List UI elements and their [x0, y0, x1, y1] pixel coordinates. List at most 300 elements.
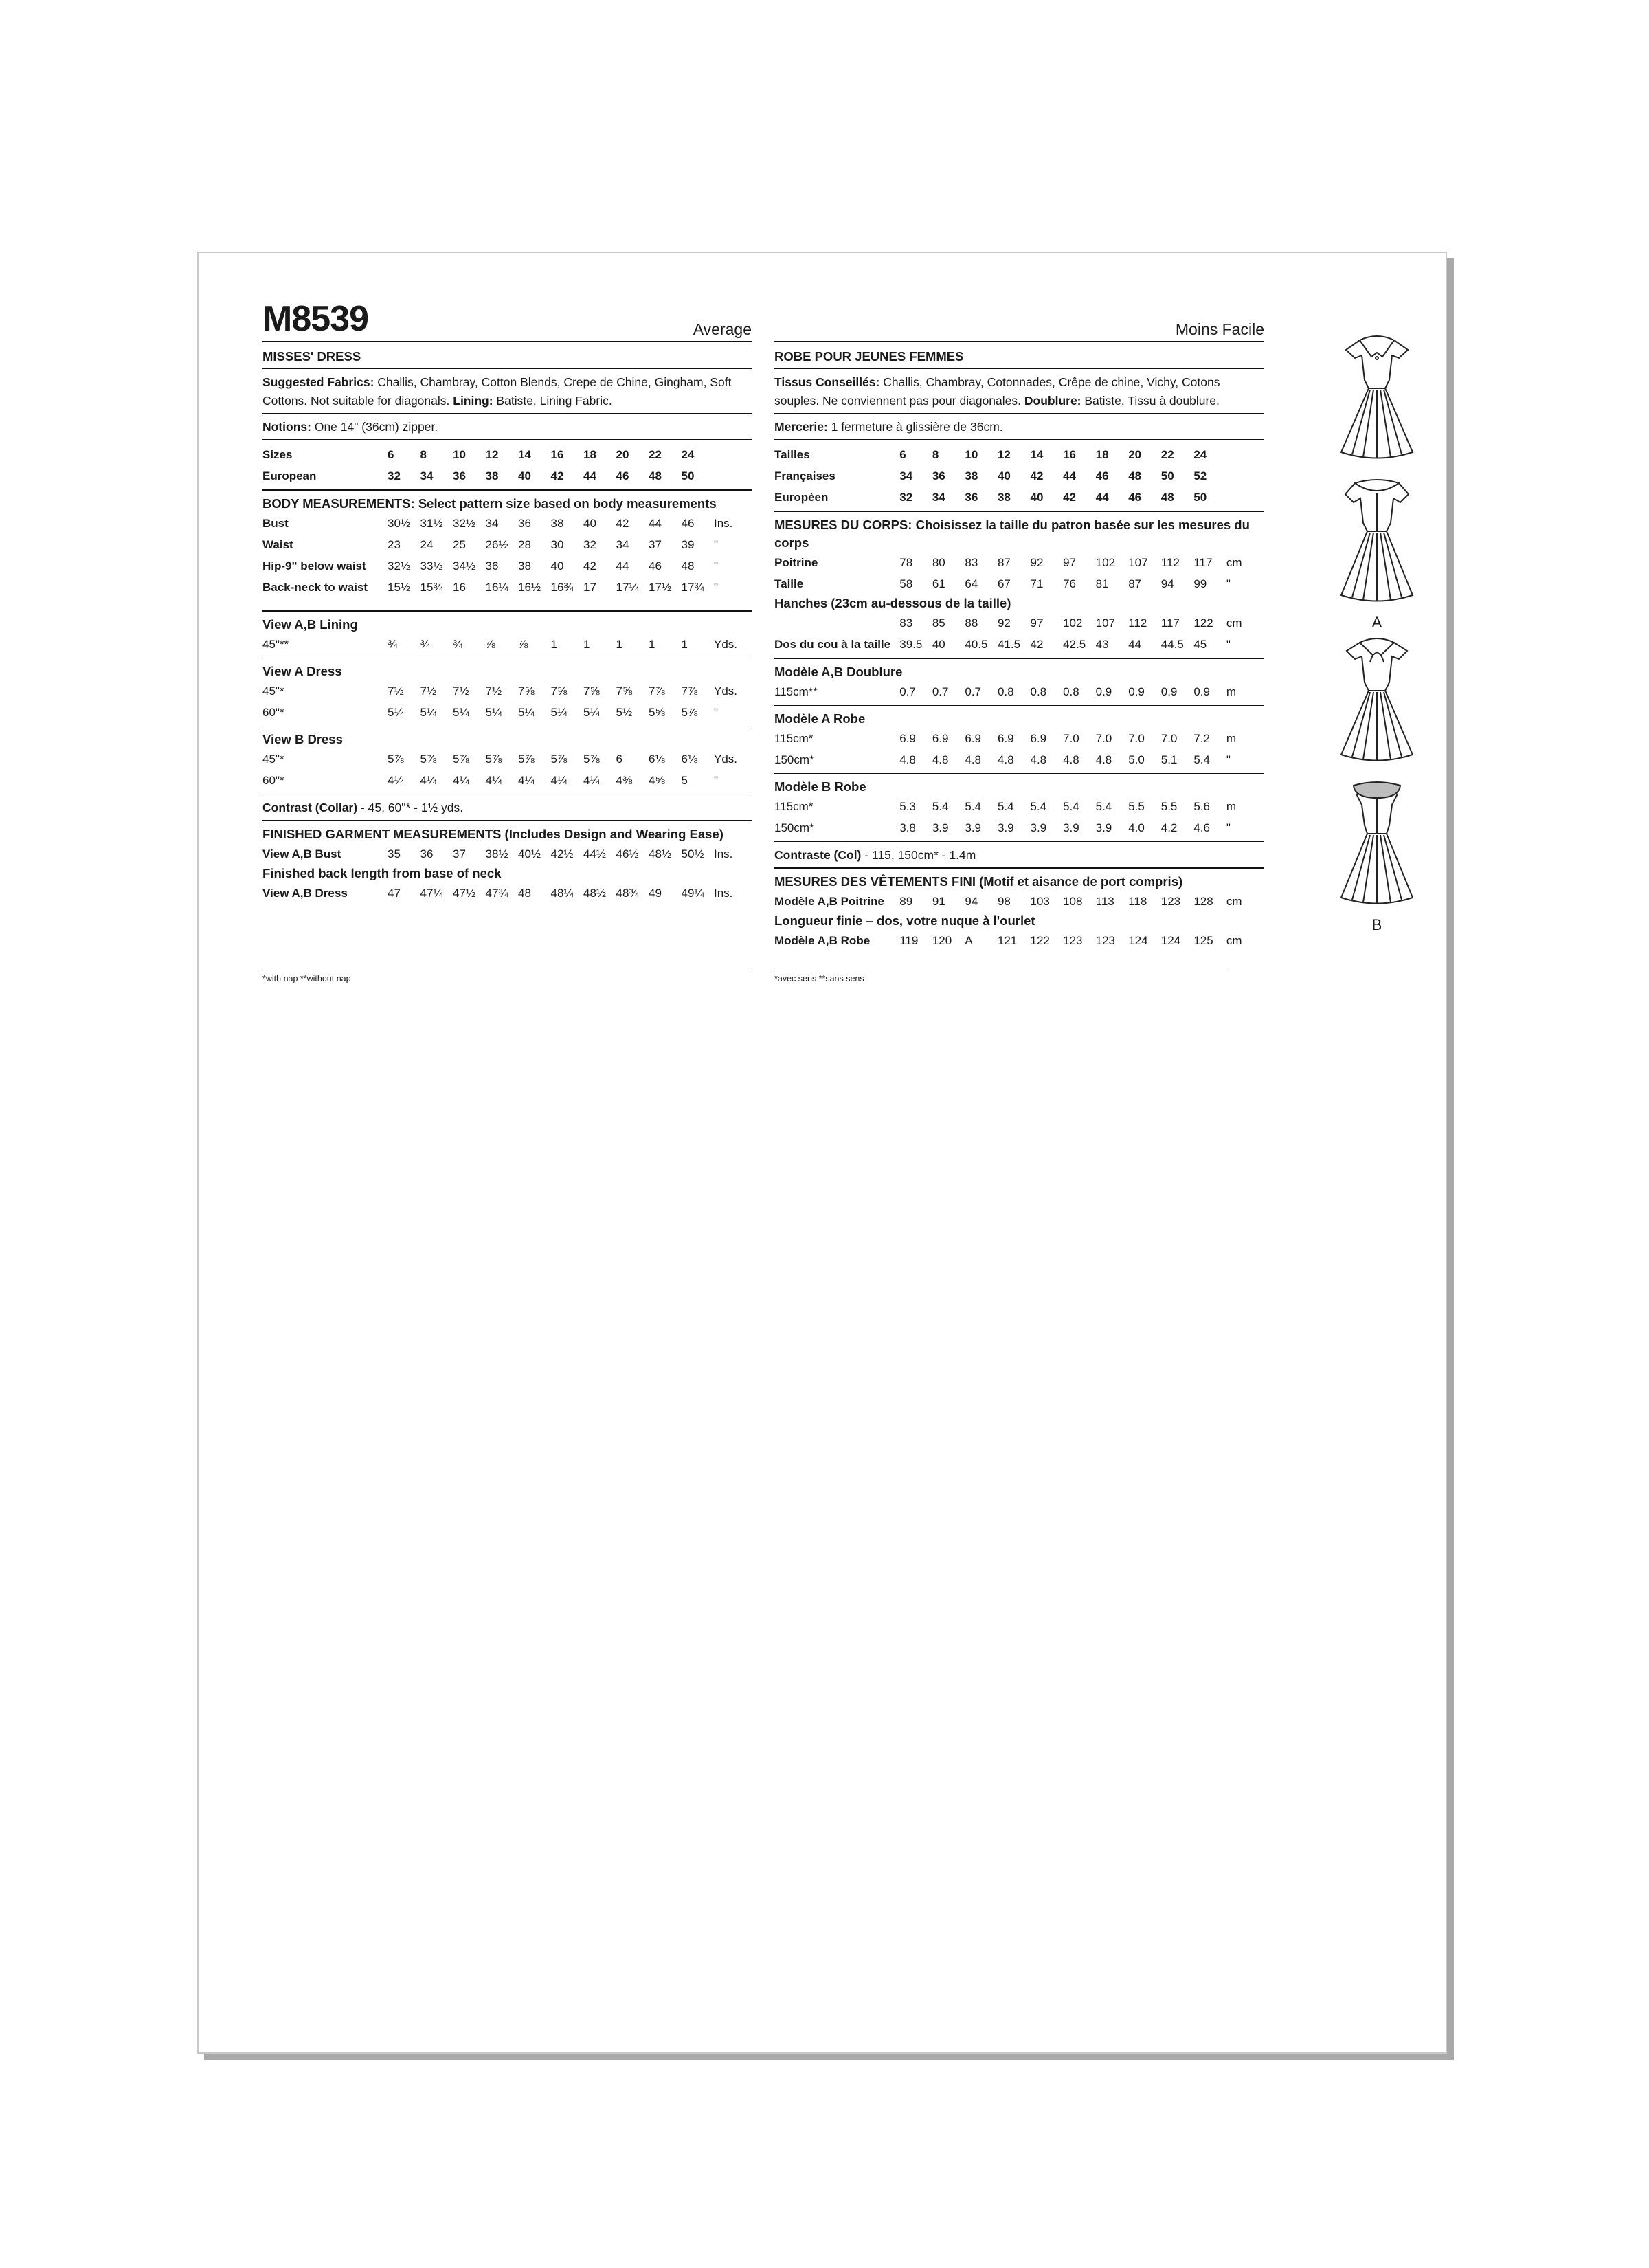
table-cell: 6 [899, 448, 906, 461]
unit-cell: m [1226, 732, 1237, 745]
table-cell: 0.9 [1193, 685, 1210, 698]
table-cell: 5¼ [388, 706, 404, 719]
notions-value: One 14" (36cm) zipper. [311, 420, 438, 434]
view-b-table [262, 748, 752, 791]
table-cell: 122 [1193, 616, 1213, 630]
table-cell: 42 [583, 559, 596, 572]
view-a-table [262, 680, 752, 723]
table-cell: 71 [1030, 577, 1044, 590]
table-cell: 97 [1063, 556, 1076, 569]
table-cell: 38 [550, 517, 564, 530]
table-cell: 8 [420, 448, 427, 461]
table-cell: 41.5 [997, 638, 1021, 651]
view-b-label: B [1371, 916, 1382, 933]
table-cell: 89 [899, 895, 913, 908]
unit-cell: Ins. [714, 887, 733, 900]
table-cell: 112 [1160, 556, 1180, 569]
table-row [262, 555, 752, 577]
table-cell: 5⅞ [550, 753, 568, 766]
table-cell: 0.7 [932, 685, 949, 698]
divider [774, 867, 1264, 869]
finished-bust-table [262, 843, 752, 865]
table-cell: 4⅝ [649, 774, 665, 787]
unit-cell [714, 465, 752, 487]
table-cell: 6⅛ [649, 753, 665, 766]
table-cell: 46 [681, 517, 695, 530]
table-cell: 28 [518, 538, 531, 551]
view-a-title: View A Dress [262, 664, 342, 678]
table-row [262, 702, 752, 723]
row-label: European [262, 469, 317, 482]
table-cell: 15¾ [420, 581, 443, 594]
table-row [774, 487, 1264, 508]
table-cell: 87 [997, 556, 1011, 569]
unit-cell: Yds. [714, 638, 738, 651]
fabrics-value: Challis, Chambray, Cotton Blends, Crepe de Chine, Gingham, Soft Cottons. Not suitable for diagonals. [262, 375, 732, 408]
table-cell: 20 [616, 448, 629, 461]
table-cell: 5¼ [420, 706, 437, 719]
contrast-text [262, 799, 752, 817]
table-cell: 123 [1095, 934, 1115, 947]
table-cell: 64 [965, 577, 978, 590]
table-cell: 34 [899, 469, 913, 482]
table-cell: 16 [550, 448, 564, 461]
table-cell: 5 [681, 774, 688, 787]
lining-title-fr: Modèle A,B Doublure [774, 665, 903, 679]
table-cell: 40 [550, 559, 564, 572]
table-cell: 4¼ [453, 774, 469, 787]
table-cell: 44½ [583, 847, 607, 860]
table-cell: 24 [420, 538, 434, 551]
table-cell: 17½ [649, 581, 672, 594]
table-cell: 47½ [453, 887, 476, 900]
garment-title: MISSES' DRESS [262, 349, 361, 364]
lining-value-fr: Batiste, Tissu à doublure. [1081, 394, 1220, 408]
table-cell: 3.9 [1030, 821, 1047, 834]
table-cell: 7⅞ [649, 685, 665, 698]
table-cell: 14 [518, 448, 531, 461]
table-cell: 4.0 [1128, 821, 1145, 834]
table-cell: 34 [420, 469, 434, 482]
table-cell: 5.3 [899, 800, 916, 813]
table-cell: 36 [932, 469, 945, 482]
row-label: 45"* [262, 753, 284, 766]
table-cell: 1 [681, 638, 688, 651]
table-cell: 5⅞ [420, 753, 437, 766]
lining-label-fr: Doublure: [1024, 394, 1081, 408]
table-cell: 4¼ [583, 774, 600, 787]
table-cell: 5.5 [1128, 800, 1145, 813]
unit-cell: cm [1226, 616, 1242, 630]
table-cell: 5½ [616, 706, 633, 719]
unit-cell [1226, 444, 1264, 465]
table-cell: 40 [1030, 491, 1044, 504]
table-cell: 3.8 [899, 821, 916, 834]
table-cell: 97 [1030, 616, 1044, 630]
table-cell: 16½ [518, 581, 541, 594]
table-cell: 32 [899, 491, 913, 504]
table-cell: 3.9 [1063, 821, 1079, 834]
table-cell: 0.8 [1030, 685, 1047, 698]
table-cell: 5.4 [1030, 800, 1047, 813]
spacer [262, 598, 752, 608]
unit-cell: Yds. [714, 685, 738, 698]
table-cell: 5.0 [1128, 753, 1145, 766]
table-cell: 16¾ [550, 581, 574, 594]
dress-view-b-front-illustration [1336, 634, 1418, 772]
table-cell: 76 [1063, 577, 1076, 590]
unit-cell [714, 444, 752, 465]
row-label: Poitrine [774, 556, 818, 569]
divider [262, 413, 752, 414]
table-cell: 107 [1095, 616, 1115, 630]
table-cell: 0.9 [1160, 685, 1178, 698]
table-row [774, 796, 1264, 817]
unit-cell: " [1226, 821, 1231, 834]
table-cell: 44 [583, 469, 596, 482]
row-label: Back-neck to waist [262, 581, 368, 594]
table-cell: 40½ [518, 847, 541, 860]
table-cell: 118 [1128, 895, 1147, 908]
table-cell: 91 [932, 895, 945, 908]
table-cell: 4.8 [899, 753, 916, 766]
table-cell: 5⅞ [518, 753, 535, 766]
back-length-title: Finished back length from base of neck [262, 866, 502, 880]
table-cell: 3.9 [965, 821, 982, 834]
table-cell: 113 [1095, 895, 1114, 908]
french-header [774, 253, 1264, 342]
table-cell: 43 [1095, 638, 1109, 651]
contrast-label-fr: Contraste (Col) [774, 848, 862, 862]
table-cell: 42 [1030, 469, 1044, 482]
table-cell: 44 [1063, 469, 1076, 482]
row-label: 60"* [262, 706, 284, 719]
table-cell: 42.5 [1063, 638, 1086, 651]
table-cell: 99 [1193, 577, 1207, 590]
unit-cell: Yds. [714, 753, 738, 766]
table-cell: 7⅝ [616, 685, 633, 698]
back-length-title-fr: Longueur finie – dos, votre nuque à l'ourlet [774, 913, 1035, 928]
table-cell: ¾ [453, 638, 463, 651]
table-row [262, 465, 752, 487]
table-cell: 46 [1095, 469, 1109, 482]
table-cell: 40 [932, 638, 945, 651]
row-label: 115cm* [774, 732, 814, 745]
table-cell: 108 [1063, 895, 1083, 908]
table-cell: 46 [1128, 491, 1142, 504]
table-cell: 117 [1193, 556, 1213, 569]
table-cell: 61 [932, 577, 945, 590]
table-row [774, 444, 1264, 465]
table-cell: 44.5 [1160, 638, 1184, 651]
table-cell: 102 [1095, 556, 1115, 569]
table-cell: 7⅝ [550, 685, 568, 698]
table-cell: 7⅞ [681, 685, 698, 698]
table-cell: 122 [1030, 934, 1050, 947]
footnote: *with nap **without nap [262, 968, 752, 983]
table-cell: 10 [453, 448, 466, 461]
table-cell: 94 [965, 895, 978, 908]
table-cell: 38 [518, 559, 531, 572]
english-body [262, 348, 752, 904]
unit-cell: " [714, 559, 719, 572]
fabrics-text [262, 373, 752, 410]
table-cell: 30 [550, 538, 564, 551]
divider [262, 610, 752, 612]
table-row [262, 680, 752, 702]
table-row [774, 634, 1264, 655]
row-label: View A,B Bust [262, 847, 341, 860]
unit-cell: " [1226, 577, 1231, 590]
table-cell: 102 [1063, 616, 1083, 630]
table-cell: 1 [583, 638, 590, 651]
unit-cell [1226, 465, 1264, 487]
divider [262, 489, 752, 491]
divider [262, 820, 752, 821]
table-cell: 39 [681, 538, 695, 551]
table-cell: 12 [485, 448, 499, 461]
table-cell: 17¼ [616, 581, 639, 594]
table-cell: 48 [1160, 491, 1174, 504]
table-cell: 24 [681, 448, 695, 461]
row-label: 115cm** [774, 685, 818, 698]
table-cell: 4.8 [997, 753, 1014, 766]
table-cell: 98 [997, 895, 1011, 908]
divider [774, 841, 1264, 842]
table-cell: 120 [932, 934, 952, 947]
table-cell: 5⅝ [649, 706, 665, 719]
table-cell: 24 [1193, 448, 1207, 461]
table-cell: 32½ [453, 517, 476, 530]
table-cell: 88 [965, 616, 978, 630]
table-cell: 124 [1128, 934, 1148, 947]
table-cell: 4¼ [485, 774, 502, 787]
table-cell: 38½ [485, 847, 508, 860]
row-label: Taille [774, 577, 804, 590]
table-cell: 34 [932, 491, 945, 504]
table-cell: 5.4 [1095, 800, 1112, 813]
table-cell: 32 [388, 469, 401, 482]
unit-cell: " [714, 581, 719, 594]
table-cell: 42½ [550, 847, 574, 860]
fabrics-label: Suggested Fabrics: [262, 375, 374, 389]
row-label: 45"* [262, 685, 284, 698]
table-cell: 7½ [420, 685, 437, 698]
unit-cell: m [1226, 800, 1237, 813]
table-cell: 78 [899, 556, 913, 569]
table-cell: 5.1 [1160, 753, 1178, 766]
table-cell: 47 [388, 887, 401, 900]
table-cell: 6.9 [965, 732, 982, 745]
table-cell: 35 [388, 847, 401, 860]
table-cell: 103 [1030, 895, 1050, 908]
table-cell: 4.8 [1030, 753, 1047, 766]
table-cell: 16¼ [485, 581, 508, 594]
notions-label: Notions: [262, 420, 311, 434]
unit-cell: " [1226, 638, 1231, 651]
table-row [774, 749, 1264, 770]
unit-cell: " [714, 538, 719, 551]
table-cell: 4¼ [550, 774, 568, 787]
table-cell: 47¼ [420, 887, 443, 900]
table-cell: 0.9 [1128, 685, 1145, 698]
body-measurements-title-fr: MESURES DU CORPS: Choisissez la taille du patron basée sur les mesures du corps [774, 518, 1250, 550]
table-cell: 45 [1193, 638, 1207, 651]
table-cell: 40 [997, 469, 1011, 482]
table-row [262, 513, 752, 534]
table-cell: 12 [997, 448, 1011, 461]
table-cell: 4.2 [1160, 821, 1178, 834]
table-cell: 34 [485, 517, 499, 530]
hanches-table [774, 612, 1264, 655]
table-cell: 10 [965, 448, 978, 461]
table-cell: 37 [649, 538, 662, 551]
view-a-table-fr [774, 728, 1264, 770]
table-cell: 94 [1160, 577, 1174, 590]
row-label: Europèen [774, 491, 829, 504]
table-cell: 5¼ [550, 706, 568, 719]
table-cell: 22 [1160, 448, 1174, 461]
table-cell: 48 [681, 559, 695, 572]
view-a-title-fr: Modèle A Robe [774, 711, 866, 726]
table-cell: 34 [616, 538, 629, 551]
table-cell: 22 [649, 448, 662, 461]
sizes-table [262, 444, 752, 487]
table-cell: 36 [965, 491, 978, 504]
table-cell: 5.4 [965, 800, 982, 813]
notions-text-fr [774, 418, 1264, 436]
table-row [774, 930, 1264, 951]
table-cell: 117 [1160, 616, 1180, 630]
table-cell: 87 [1128, 577, 1142, 590]
table-cell: 6.9 [997, 732, 1014, 745]
divider [774, 773, 1264, 774]
contrast-value-fr: - 115, 150cm* - 1.4m [861, 848, 976, 862]
table-cell: 8 [932, 448, 939, 461]
table-cell: 49¼ [681, 887, 704, 900]
notions-value-fr: 1 fermeture à glissière de 36cm. [827, 420, 1003, 434]
table-cell: 92 [997, 616, 1011, 630]
unit-cell: " [1226, 753, 1231, 766]
lining-label: Lining: [453, 394, 493, 408]
table-cell: 40.5 [965, 638, 988, 651]
row-label: 150cm* [774, 753, 814, 766]
french-body [774, 348, 1264, 951]
view-illustrations [1308, 332, 1446, 950]
table-cell: 3.9 [1095, 821, 1112, 834]
table-cell: ¾ [420, 638, 430, 651]
unit-cell: Ins. [714, 847, 733, 860]
table-cell: 123 [1160, 895, 1181, 908]
fabrics-label-fr: Tissus Conseillés: [774, 375, 880, 389]
table-cell: 32½ [388, 559, 411, 572]
table-cell: 0.7 [965, 685, 982, 698]
notions-text [262, 418, 752, 436]
table-cell: 38 [965, 469, 978, 482]
lining-table [262, 634, 752, 655]
contrast-value: - 45, 60"* - 1½ yds. [357, 801, 464, 814]
table-cell: 48 [518, 887, 531, 900]
table-cell: 48½ [583, 887, 607, 900]
table-cell: 1 [616, 638, 622, 651]
table-cell: 18 [1095, 448, 1109, 461]
lining-value: Batiste, Lining Fabric. [493, 394, 612, 408]
table-cell: 7.0 [1095, 732, 1112, 745]
fabrics-text-fr [774, 373, 1264, 410]
divider [262, 439, 752, 440]
sizes-table-fr [774, 444, 1264, 508]
row-label [774, 612, 899, 634]
view-b-title-fr: Modèle B Robe [774, 779, 866, 794]
table-cell: 1 [649, 638, 655, 651]
row-label: Modèle A,B Robe [774, 934, 871, 947]
table-cell: 5.5 [1160, 800, 1178, 813]
dress-view-a-back-illustration [1336, 475, 1418, 612]
table-cell: 50½ [681, 847, 704, 860]
table-cell: 46 [649, 559, 662, 572]
english-header [262, 253, 752, 342]
pattern-sheet [197, 252, 1447, 2054]
table-cell: 4.6 [1193, 821, 1210, 834]
table-cell: 50 [1160, 469, 1174, 482]
row-label: Tailles [774, 448, 810, 461]
unit-cell: cm [1226, 556, 1242, 569]
contrast-label: Contrast (Collar) [262, 801, 358, 814]
table-cell: 17¾ [681, 581, 704, 594]
table-cell: 4.8 [932, 753, 949, 766]
divider [774, 511, 1264, 512]
table-cell: 0.8 [997, 685, 1014, 698]
table-cell: 5.6 [1193, 800, 1210, 813]
table-cell: 44 [1128, 638, 1142, 651]
table-cell: 31½ [420, 517, 443, 530]
table-row [262, 577, 752, 598]
table-cell: 48¾ [616, 887, 639, 900]
row-label: Hip-9" below waist [262, 559, 366, 572]
table-cell: 23 [388, 538, 401, 551]
table-cell: 52 [1193, 469, 1207, 482]
table-cell: 83 [899, 616, 913, 630]
table-cell: 5.4 [1063, 800, 1079, 813]
table-cell: 4⅜ [616, 774, 633, 787]
table-cell: 48¼ [550, 887, 574, 900]
table-cell: 4¼ [518, 774, 535, 787]
unit-cell: cm [1226, 934, 1242, 947]
table-row [774, 552, 1264, 573]
finished-measurements-title-fr: MESURES DES VÊTEMENTS FINI (Motif et aisance de port compris) [774, 874, 1183, 889]
table-cell: 124 [1160, 934, 1181, 947]
table-cell: 92 [1030, 556, 1044, 569]
table-row [262, 748, 752, 770]
view-b-table-fr [774, 796, 1264, 838]
unit-cell: cm [1226, 895, 1242, 908]
table-cell: 30½ [388, 517, 411, 530]
table-cell: 80 [932, 556, 945, 569]
divider [774, 658, 1264, 659]
garment-title-fr: ROBE POUR JEUNES FEMMES [774, 349, 964, 364]
finished-dress-table [262, 882, 752, 904]
table-cell: 128 [1193, 895, 1213, 908]
table-cell: ⅞ [518, 638, 528, 651]
table-cell: 5⅞ [485, 753, 502, 766]
table-cell: 25 [453, 538, 466, 551]
table-cell: 34½ [453, 559, 476, 572]
table-cell: 46½ [616, 847, 639, 860]
table-cell: 44 [649, 517, 662, 530]
table-cell: 5⅞ [583, 753, 600, 766]
table-cell: 42 [1030, 638, 1044, 651]
table-cell: 48 [649, 469, 662, 482]
